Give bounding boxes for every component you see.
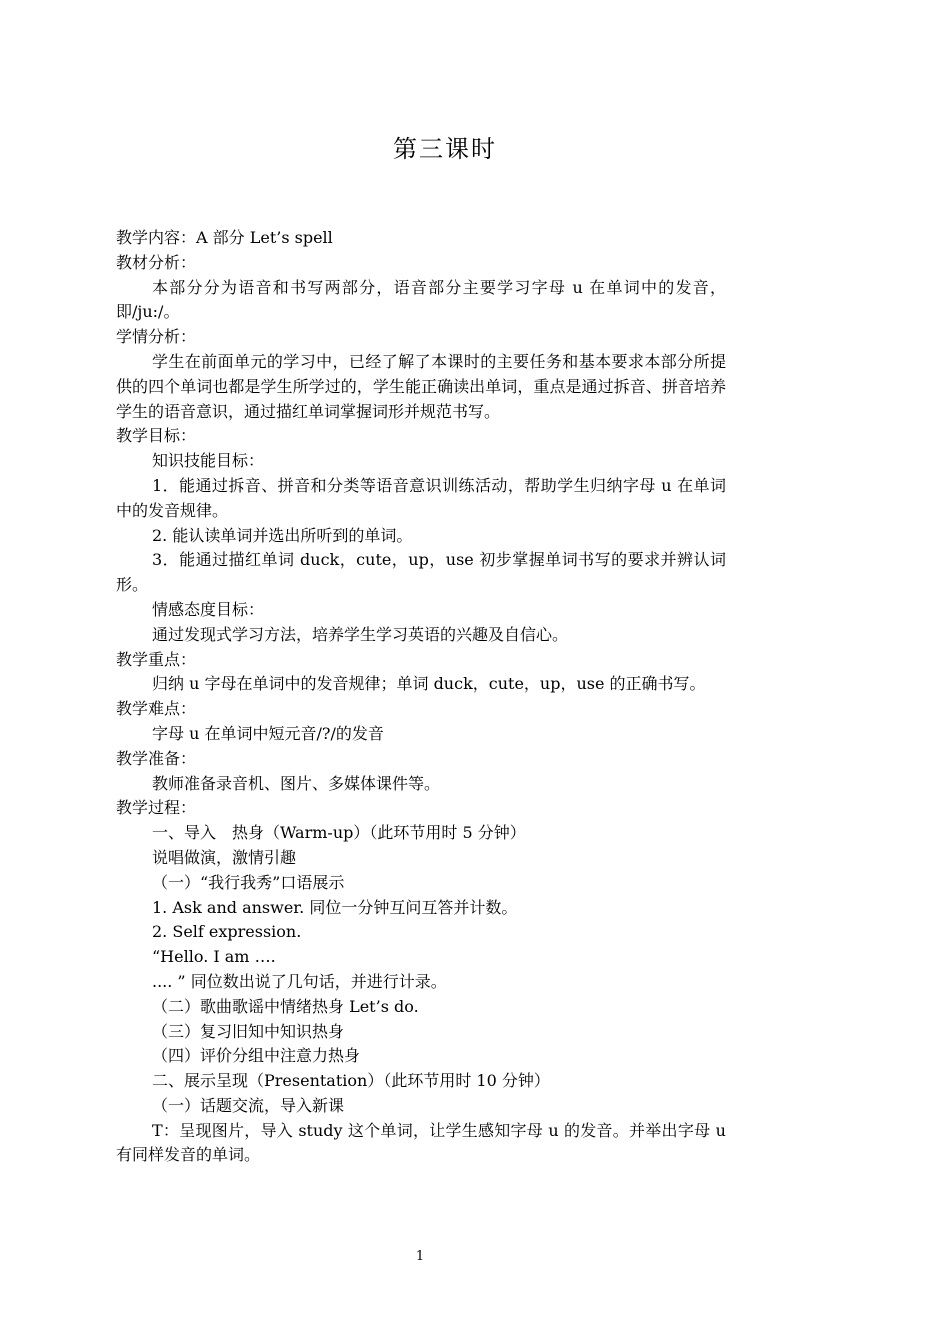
prep-text: 教师准备录音机、图片、多媒体课件等。 <box>152 773 441 793</box>
step1-item1: 1. Ask and answer. 同位一分钟互问互答并计数。 <box>152 897 518 917</box>
goal-3: 3．能通过描红单词 duck，cute，up，use 初步掌握单词书写的要求并辨认词形。 <box>116 550 726 595</box>
step1-quote2: .... ” 同位数出说了几句话，并进行计录。 <box>152 971 447 991</box>
key-heading: 教学重点： <box>116 649 197 669</box>
analysis-heading: 教材分析： <box>116 252 197 272</box>
key-text: 归纳 u 字母在单词中的发音规律；单词 duck，cute，up，use 的正确书写。 <box>152 674 706 694</box>
attitude-text: 通过发现式学习方法，培养学生学习英语的兴趣及自信心。 <box>152 624 569 644</box>
goal-2: 2. 能认读单词并选出所听到的单词。 <box>152 525 413 545</box>
step2-text: T：呈现图片，导入 study 这个单词，让学生感知字母 u 的发音。并举出字母 u 有同样发音的单词。 <box>116 1120 726 1165</box>
page-title: 第三课时 <box>393 135 497 163</box>
step1-part1: （一）“我行我秀”口语展示 <box>152 872 345 892</box>
analysis-text: 本部分分为语音和书写两部分，语音部分主要学习字母 u 在单词中的发音，即/ju:/。 <box>116 277 726 322</box>
difficult-heading: 教学难点： <box>116 699 197 719</box>
step1-part2: （二）歌曲歌谣中情绪热身 Let’s do. <box>152 996 419 1016</box>
step2-part1: （一）话题交流，导入新课 <box>152 1095 345 1115</box>
step1-title: 一、导入 热身（Warm-up）（此环节用时 5 分钟） <box>152 823 526 843</box>
goals-heading: 教学目标： <box>116 426 197 446</box>
goal-1: 1．能通过拆音、拼音和分类等语音意识训练活动，帮助学生归纳字母 u 在单词中的发音规律。 <box>116 475 726 520</box>
prep-heading: 教学准备： <box>116 748 197 768</box>
step1-quote1: “Hello. I am …. <box>152 947 276 967</box>
step1-item2: 2. Self expression. <box>152 922 302 942</box>
step1-part3: （三）复习旧知中知识热身 <box>152 1021 345 1041</box>
document-body <box>116 226 726 1168</box>
step1-part4: （四）评价分组中注意力热身 <box>152 1046 361 1066</box>
students-heading: 学情分析： <box>116 327 197 347</box>
page-number: 1 <box>415 1249 425 1264</box>
difficult-text: 字母 u 在单词中短元音/?/的发音 <box>152 723 384 743</box>
process-heading: 教学过程： <box>116 798 197 818</box>
step1-subtitle: 说唱做演，激情引趣 <box>152 847 297 867</box>
step2-title: 二、展示呈现（Presentation）（此环节用时 10 分钟） <box>152 1071 550 1091</box>
attitude-heading: 情感态度目标： <box>152 599 265 619</box>
skills-heading: 知识技能目标： <box>152 451 265 471</box>
students-text: 学生在前面单元的学习中，已经了解了本课时的主要任务和基本要求本部分所提供的四个单词也都是学生所学过的，学生能正确读出单词，重点是通过拆音、拼音培养学生的语音意识，通过描红单词掌握词形并规范书写。 <box>116 351 726 421</box>
teaching-content: 教学内容：A 部分 Let’s spell <box>116 228 333 247</box>
